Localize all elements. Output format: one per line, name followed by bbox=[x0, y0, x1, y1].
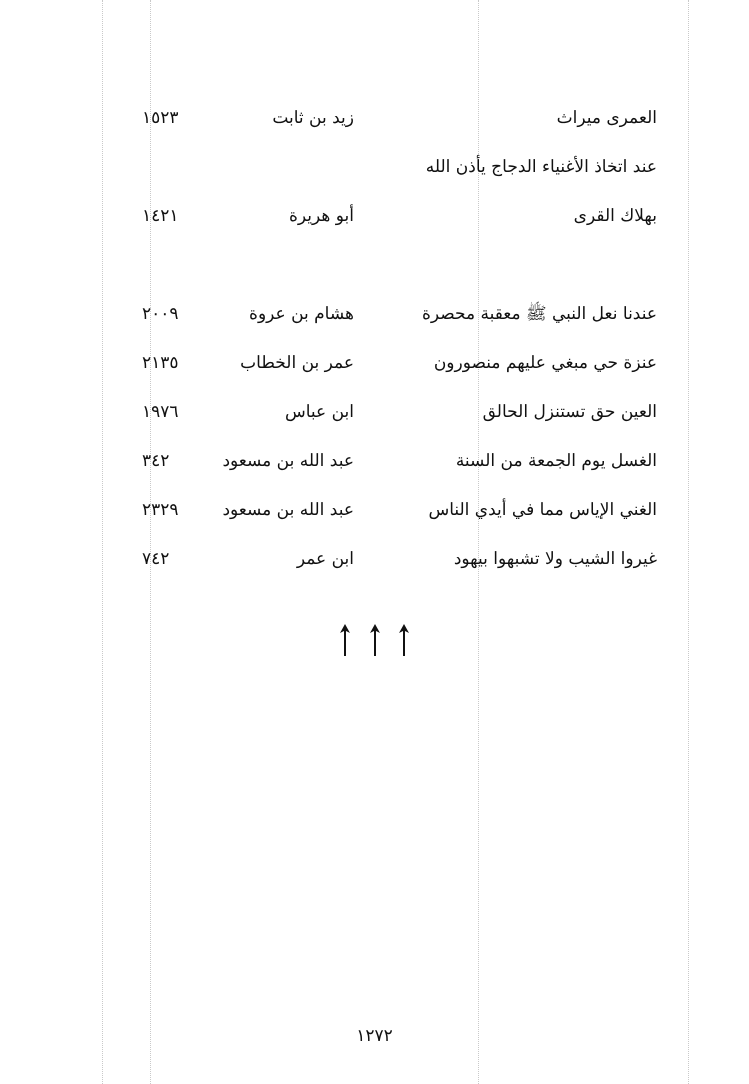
hadith-text: غيروا الشيب ولا تشبهوا بيهود bbox=[453, 549, 657, 569]
hadith-text: عندنا نعل النبي ﷺ معقبة محصرة bbox=[421, 304, 657, 324]
hadith-text: عند اتخاذ الأغنياء الدجاج يأذن الله bbox=[425, 157, 657, 177]
hadith-text: العمرى ميراث bbox=[556, 108, 657, 128]
ornament-arrow-icon bbox=[398, 624, 410, 656]
hadith-number: ٢٣٢٩ bbox=[142, 500, 179, 520]
narrator-name: عبد الله بن مسعود bbox=[222, 500, 354, 520]
hadith-number: ٣٤٢ bbox=[142, 451, 170, 471]
index-row bbox=[0, 346, 749, 380]
index-row bbox=[0, 542, 749, 576]
narrator-name: ابن عمر bbox=[296, 549, 354, 569]
index-row bbox=[0, 101, 749, 135]
hadith-number: ١٥٢٣ bbox=[142, 108, 179, 128]
page-number: ١٢٧٢ bbox=[356, 1026, 393, 1046]
narrator-name: عبد الله بن مسعود bbox=[222, 451, 354, 471]
section-end-ornament bbox=[0, 624, 749, 660]
index-row bbox=[0, 493, 749, 527]
hadith-text: الغسل يوم الجمعة من السنة bbox=[455, 451, 657, 471]
hadith-text: العين حق تستنزل الحالق bbox=[482, 402, 657, 422]
index-row bbox=[0, 199, 749, 233]
hadith-number: ٢٠٠٩ bbox=[142, 304, 179, 324]
index-row bbox=[0, 395, 749, 429]
index-row bbox=[0, 444, 749, 478]
narrator-name: عمر بن الخطاب bbox=[240, 353, 354, 373]
hadith-text: بهلاك القرى bbox=[573, 206, 657, 226]
narrator-name: هشام بن عروة bbox=[249, 304, 354, 324]
hadith-text: عنزة حي مبغي عليهم منصورون bbox=[433, 353, 657, 373]
ornament-arrow-icon bbox=[369, 624, 381, 656]
hadith-number: ٧٤٢ bbox=[142, 549, 170, 569]
hadith-number: ١٩٧٦ bbox=[142, 402, 179, 422]
narrator-name: أبو هريرة bbox=[288, 206, 354, 226]
index-row bbox=[0, 297, 749, 331]
ornament-arrow-icon bbox=[339, 624, 351, 656]
hadith-number: ٢١٣٥ bbox=[142, 353, 179, 373]
hadith-number: ١٤٢١ bbox=[142, 206, 179, 226]
hadith-text: الغني الإياس مما في أيدي الناس bbox=[428, 500, 657, 520]
narrator-name: ابن عباس bbox=[284, 402, 354, 422]
index-row bbox=[0, 150, 749, 184]
narrator-name: زيد بن ثابت bbox=[272, 108, 354, 128]
